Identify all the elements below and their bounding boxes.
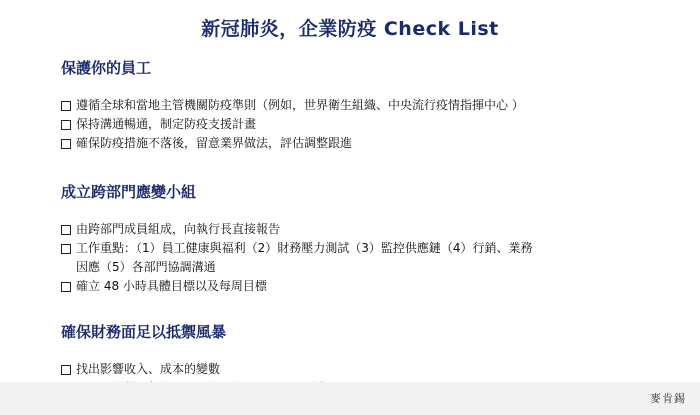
section-heading: 保護你的員工	[61, 59, 152, 77]
checklist-item[interactable]	[61, 239, 661, 277]
checklist-item-text: 由跨部門成員組成，向執行長直接報告	[76, 222, 281, 236]
checklist-item-continuation: 因應（5）各部門協調溝通	[76, 260, 216, 274]
checklist-item-text: 確保防疫措施不落後，留意業界做法，評估調整跟進	[76, 136, 353, 150]
checklist-item[interactable]	[61, 360, 661, 379]
section-heading: 確保財務面足以抵禦風暴	[61, 323, 227, 341]
checkbox[interactable]	[61, 244, 71, 254]
checkbox[interactable]	[61, 101, 71, 111]
checkbox[interactable]	[61, 282, 71, 292]
checkbox[interactable]	[61, 225, 71, 235]
checklist-item[interactable]	[61, 134, 661, 153]
section-heading: 成立跨部門應變小組	[61, 183, 197, 201]
section-cross-department-team	[61, 182, 661, 296]
checklist-item[interactable]	[61, 115, 661, 134]
page-title: 新冠肺炎，企業防疫 Check List	[201, 18, 499, 40]
checklist-item-text: 遵循全球和當地主管機關防疫準則（例如，世界衛生組織、中央流行疫情指揮中心 ）	[76, 98, 524, 112]
checkbox[interactable]	[61, 120, 71, 130]
checklist-item-text: 保持溝通暢通，制定防疫支援計畫	[76, 117, 257, 131]
brand-logo: 麥肯錫	[650, 392, 686, 405]
checklist-item[interactable]	[61, 277, 661, 296]
section-protect-employees	[61, 58, 661, 153]
checklist-item[interactable]	[61, 96, 661, 115]
checklist-item[interactable]	[61, 220, 661, 239]
checkbox[interactable]	[61, 365, 71, 375]
checklist-item-text: 找出影響收入、成本的變數	[76, 362, 221, 376]
footer-bar	[0, 382, 700, 415]
checklist-item-text: 工作重點：（1）員工健康與福利（2）財務壓力測試（3）監控供應鏈（4）行銷、業務	[76, 241, 533, 255]
checkbox[interactable]	[61, 139, 71, 149]
checklist-item-text: 確立 48 小時具體目標以及每周目標	[76, 279, 267, 293]
